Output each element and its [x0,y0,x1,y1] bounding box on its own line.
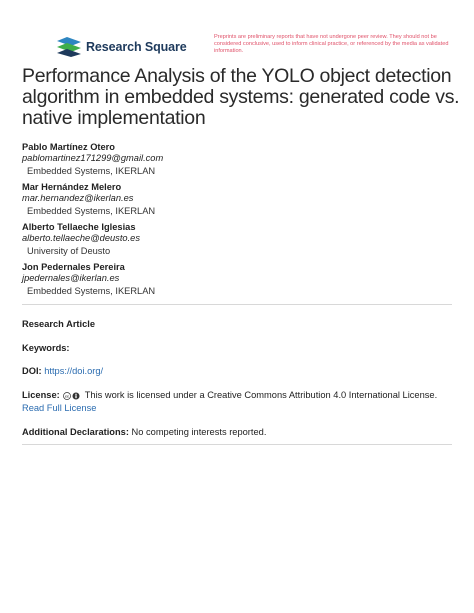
additional-declarations [22,426,462,439]
author-affiliation: University of Deusto [27,246,111,256]
header [0,0,474,60]
author-name: Alberto Tellaeche Iglesias [22,222,136,232]
author-email[interactable]: jpedernales@ikerlan.es [22,273,120,283]
license-label: License: [22,390,60,400]
by-icon [72,392,80,400]
author-affiliation: Embedded Systems, IKERLAN [27,286,156,296]
author-email[interactable]: pablomartinez171299@gmail.com [22,153,164,163]
author [22,182,462,218]
author [22,262,462,298]
svg-text:cc: cc [65,393,70,398]
divider [22,304,452,305]
declarations-label: Additional Declarations: [22,427,129,437]
cc-icon [63,392,71,400]
cc-badge [63,392,80,400]
author-email[interactable]: mar.hernandez@ikerlan.es [22,193,134,203]
keywords [22,342,462,355]
license-text: This work is licensed under a Creative Commons Attribution 4.0 International License. [84,390,438,400]
divider [22,444,452,445]
author [22,142,462,178]
author-affiliation: Embedded Systems, IKERLAN [27,166,156,176]
research-square-logo[interactable] [57,37,187,57]
doi-link[interactable]: https://doi.org/ [44,366,104,376]
article-type [22,318,462,331]
author-name: Pablo Martínez Otero [22,142,115,152]
author-affiliation: Embedded Systems, IKERLAN [27,206,156,216]
declarations-value: No competing interests reported. [131,427,267,437]
author [22,222,462,258]
logo-text: Research Square [86,40,187,54]
author-name: Jon Pedernales Pereira [22,262,125,272]
author-list [22,142,462,302]
author-email[interactable]: alberto.tellaeche@deusto.es [22,233,140,243]
research-square-logo-icon [57,37,81,57]
doi [22,365,462,378]
article-title: Performance Analysis of the YOLO object detection algorithm in embedded systems: generated code vs. native implementation [22,65,460,129]
license [22,389,462,415]
preprint-notice: Preprints are preliminary reports that have not undergone peer review. They should not be considered conclusive, used to inform clinical practice, or referenced by the media as validated information. [214,34,449,54]
keywords-label: Keywords: [22,343,70,353]
article-type-label: Research Article [22,319,96,329]
read-full-license-link[interactable]: Read Full License [22,403,97,413]
doi-label: DOI: [22,366,42,376]
author-name: Mar Hernández Melero [22,182,122,192]
